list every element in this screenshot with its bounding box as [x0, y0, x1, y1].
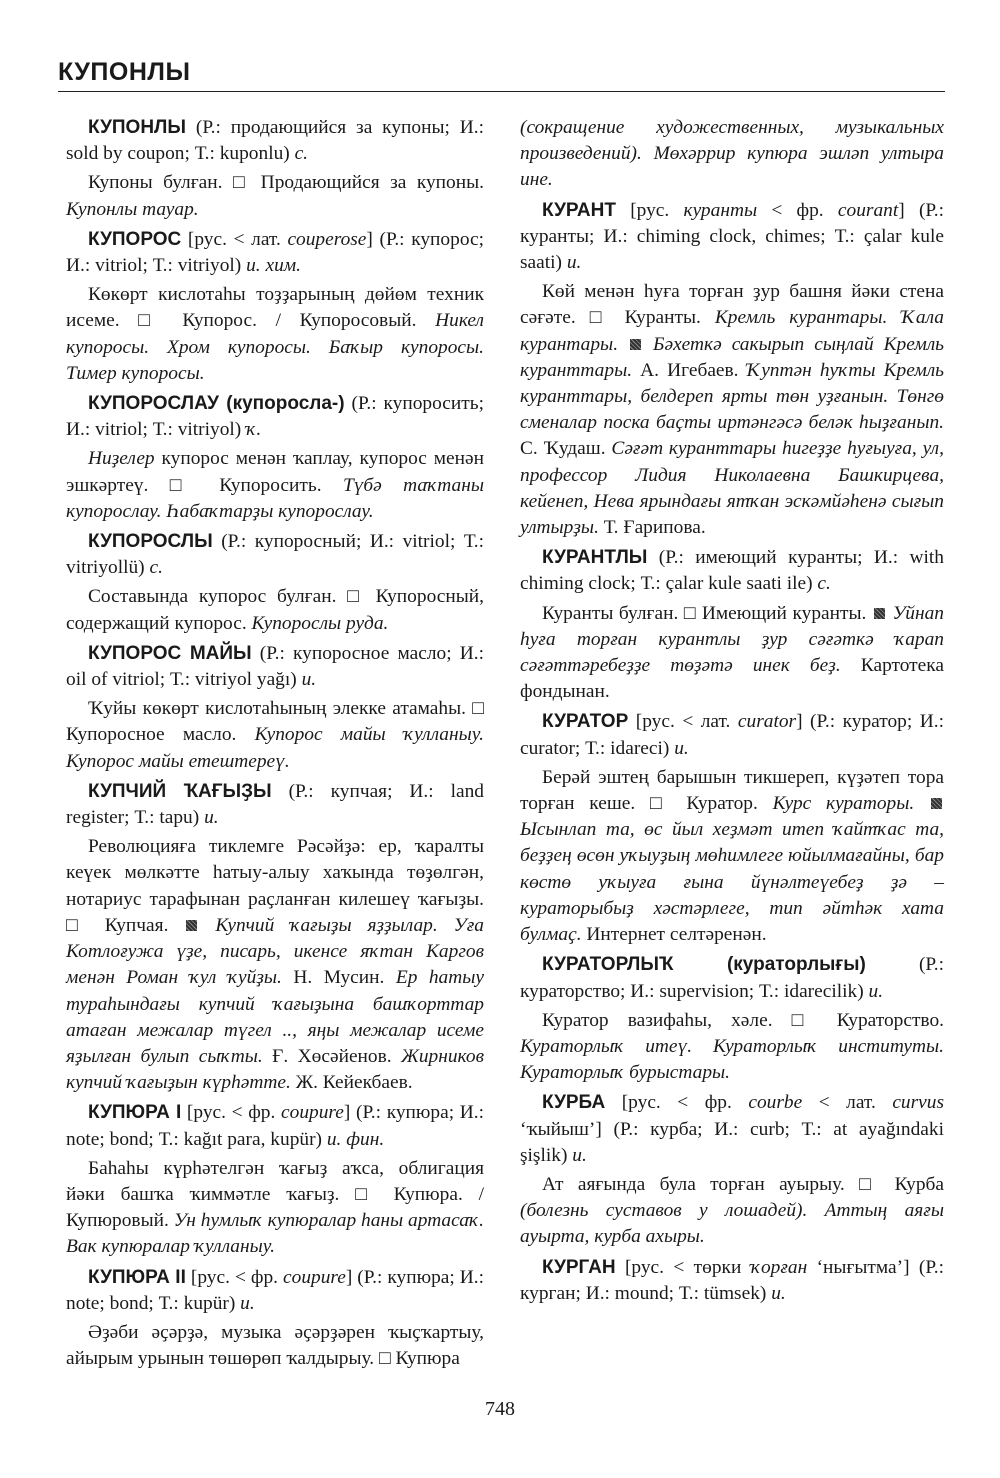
example: Жирников купчий ҡағыҙын күрһәтте.: [66, 1045, 484, 1094]
citation-marker-icon: [931, 798, 942, 809]
definition: ‘нығытма’] (Р.: курган; И.: mound; Т.: tümsek): [520, 1256, 944, 1304]
definition: [рус. < фр.: [185, 1266, 284, 1288]
headword: КУПОРОС: [88, 228, 182, 250]
entry-kurantly: [520, 545, 944, 597]
body-text: Составында купорос булған. □ Купоросный, содержащий купорос.: [66, 586, 484, 634]
example: Купонлы тауар.: [66, 198, 199, 220]
example: Курс кураторы.: [772, 793, 915, 815]
header-rule: [58, 91, 945, 92]
citation-source: Т. Ғарипова.: [598, 517, 706, 539]
body-text: купорос менән ҡаплау, купорос менән эшкәртеү. □ Купоросить.: [66, 448, 484, 496]
citation-source: Н. Мусин.: [281, 967, 396, 989]
part-of-speech: с.: [294, 143, 309, 165]
definition: [рус.: [615, 199, 684, 221]
etymon: curator: [737, 711, 797, 733]
entry-kupyura-1: [66, 1100, 484, 1152]
entry-body: [520, 1008, 944, 1087]
definition: (Р.: купчая; И.: land register; Т.: tapu): [66, 780, 484, 829]
etymon: courbe: [748, 1092, 803, 1114]
example: Бәхеткә сакырып сыңлай Кремль куранттары.: [520, 333, 944, 381]
example: Сәғәт куранттары һигеҙҙе һуғыуға, ул, профессор Лидия Николаевна Башкирцева, кейенеп, Нева ярындағы ятҡан эскәмйәһенә сығып ултырҙы.: [520, 438, 944, 539]
body-text: Көкөрт кислотаһы тоҙҙарының дөйөм техник исеме. □ Купорос. / Купоросовый.: [66, 284, 484, 332]
headword: КУПЮРА I: [88, 1102, 182, 1124]
example: (болезнь суставов у лошадей). Аттың аяғы ауырта, курба ахыры.: [520, 1200, 944, 1248]
definition: [рус. < лат.: [181, 228, 288, 250]
entry-kupyura-2: [66, 1265, 484, 1317]
definition: < фр.: [757, 199, 838, 221]
body-text: Куранты булған. □ Имеющий куранты.: [542, 602, 872, 624]
citation-marker-icon: [186, 920, 197, 931]
entry-body: [520, 279, 944, 541]
definition: [рус. < төрки: [615, 1256, 751, 1278]
etymon: couperose: [287, 228, 367, 250]
example: Ер һатыу тураһындағы купчий ҡағыҙына башҡорттар атаған межалар түгел .., яңы межалар исеме яҙылған булып сыҡты.: [66, 967, 484, 1067]
body-text: Берәй эштең барышын тикшереп, күҙәтеп тора торған кеше. □ Куратор.: [520, 766, 944, 815]
definition: (Р.: кураторство; И.: supervision; Т.: idarecilik): [520, 954, 944, 1002]
etymon: coupure: [281, 1102, 344, 1124]
entry-body: [520, 765, 944, 948]
citation-source: Ғ. Хөсәйенов.: [262, 1045, 402, 1067]
etymon: courant: [837, 199, 899, 221]
entry-body: [66, 170, 484, 222]
definition: ‘ҡыйыш’] (Р.: курба; И.: curb; Т.: at ayağındaki şişlik): [520, 1118, 944, 1166]
part-of-speech: и.: [204, 807, 219, 829]
part-of-speech: с.: [149, 557, 163, 579]
part-of-speech: и.: [301, 669, 317, 691]
entry-kuporos-mayy: [66, 641, 484, 693]
part-of-speech: и. хим.: [246, 255, 302, 277]
definition: (Р.: купоросить; И.: vitriol; Т.: vitriyol): [66, 393, 484, 441]
citation-source: Ж. Кейекбаев.: [290, 1072, 413, 1094]
citation-source: Интернет селтәренән.: [581, 924, 767, 946]
citation-source: Картотека фондынан.: [520, 655, 944, 703]
entry-body: [66, 1320, 484, 1372]
definition: [рус. < лат.: [628, 711, 738, 733]
etymon: куранты: [683, 199, 758, 221]
definition: (Р.: купоросный; И.: vitriol; Т.: vitriyollü): [66, 531, 484, 579]
example: Купорос майы ҡулланыу. Купорос майы етештереү.: [66, 724, 484, 772]
example: Ун һумлыҡ купюралар һаны артасаҡ. Вак купюралар ҡулланыу.: [66, 1210, 485, 1258]
example: Ысынлап та, өс йыл хеҙмәт итеп ҡайтҡас та, беҙҙең өсөн уҡыуҙың мөһимлеге юйылмағайны, бар көстө уҡыуға ғына йүнәлтеүебеҙ ҙә – кураторыбыҙ хәстәрлеге, тип әйтһәк хата булмаҫ.: [520, 819, 944, 946]
definition: [рус. < фр.: [605, 1092, 749, 1114]
part-of-speech: и.: [240, 1292, 255, 1314]
entry-kurgan: [520, 1255, 944, 1307]
entry-kuporosly: [66, 529, 484, 581]
headword: КУРАНТЛЫ: [542, 547, 648, 569]
body-text: Баһаһы күрһәтелгән ҡағыҙ аҡса, облигация йәки башҡа ҡиммәтле ҡағыҙ. □ Купюра. / Купюровый.: [66, 1157, 484, 1232]
entry-kupchiy: [66, 779, 484, 831]
headword: КУРАТОРЛЫҠ (кураторлығы): [542, 954, 866, 976]
headword: КУРГАН: [542, 1256, 616, 1278]
running-head: КУПОНЛЫ: [58, 58, 191, 86]
example: Кремль курантары. Ҡала курантары.: [520, 307, 945, 355]
entry-body: [66, 696, 484, 775]
body-text: Куратор вазифаһы, хәле. □ Кураторство.: [542, 1009, 944, 1031]
part-of-speech: и.: [566, 252, 582, 274]
entry-kurba: [520, 1090, 944, 1169]
entry-body: [520, 1172, 944, 1251]
definition: ] (Р.: куранты; И.: chiming clock, chimes; Т.: çalar kule saati): [520, 199, 944, 274]
citation-marker-icon: [874, 608, 885, 619]
part-of-speech: и.: [771, 1282, 786, 1304]
entry-body: [66, 282, 484, 387]
example: Уйнап һуға торған курантлы ҙур сәғәткә ҡарап сәғәттәребеҙҙе төҙәтә инек беҙ.: [520, 602, 944, 677]
example: Купчий ҡағыҙы яҙҙылар. Уға Котлоғужа үҙе, писарь, икенсе яҡтан Каргов менән Роман ҡул ҡуйҙы.: [66, 914, 484, 989]
part-of-speech: и.: [674, 737, 689, 759]
left-column: [66, 115, 484, 1372]
example: Ҡуптән һуҡты Кремль куранттары, белдереп ярты төн уҙғанын. Төнгө сменалар поска баҫты иртәнгәсә беләк һыҙғанып.: [520, 359, 944, 434]
example: Кураторлыҡ итеү. Кураторлыҡ институты. Кураторлыҡ бурыстары.: [520, 1035, 944, 1084]
headword: КУПОНЛЫ: [88, 117, 186, 138]
example: (сокращение художественных, музыкальных произведений). Мөхәррир купюра эшләп ултыра ине.: [520, 117, 944, 191]
part-of-speech: и. фин.: [326, 1128, 385, 1150]
body-text: Революцияға тиклемге Рәсәйҙә: ер, ҡаралты кеүек мөлкәтте һатыу-алыу хаҡында төҙөлгән, нотариус тарафынан раҫланған килешеү ҡағыҙы. □ Купчая.: [66, 836, 484, 936]
entry-kuporos: [66, 227, 484, 279]
entry-body: [66, 834, 484, 1096]
entry-kurator: [520, 709, 944, 761]
entry-kurant: [520, 198, 944, 277]
example: Никел купоросы. Хром купоросы. Баҡыр купоросы. Тимер купоросы.: [66, 310, 484, 384]
definition: ] (Р.: купюра; И.: note; bond; Т.: kupür): [66, 1266, 485, 1314]
entry-kuporoslau: [66, 391, 484, 443]
body-text: Ат аяғында була торған ауырыу. □ Курба: [542, 1173, 944, 1195]
etymon: curvus: [892, 1092, 945, 1114]
etymon: ҡорған: [750, 1256, 808, 1278]
definition: < лат.: [802, 1092, 893, 1114]
right-column: [520, 115, 944, 1307]
headword: КУРАНТ: [542, 199, 616, 221]
headword: КУПОРОСЛЫ: [88, 531, 213, 553]
body-text: Көй менән һуға торған ҙур башня йәки стена сәғәте. □ Куранты.: [520, 281, 944, 329]
part-of-speech: и.: [868, 980, 884, 1002]
definition: ] (Р.: куратор; И.: curator; Т.: idareci): [520, 711, 944, 759]
headword: КУПЮРА II: [88, 1266, 186, 1288]
headword: КУПОРОСЛАУ (купоросла-): [88, 393, 345, 415]
part-of-speech: и.: [572, 1144, 587, 1166]
citation-source: А. Игебаев.: [632, 359, 747, 381]
page-number: 748: [485, 1398, 515, 1420]
headword: КУРБА: [542, 1092, 606, 1114]
definition: ] (Р.: купорос; И.: vitriol; Т.: vitriyol): [66, 228, 484, 277]
example: Купорослы руда.: [251, 612, 389, 634]
entry-body: [66, 446, 484, 525]
part-of-speech: с.: [817, 573, 831, 595]
citation-source: С. Ҡудаш.: [520, 438, 612, 460]
definition: (Р.: имеющий куранты; И.: with chiming clock; Т.: çalar kule saati ile): [520, 547, 944, 595]
etymon: coupure: [283, 1266, 346, 1288]
definition: ] (Р.: купюра; И.: note; bond; Т.: kağıt para, kupür): [66, 1102, 485, 1150]
entry-kuponly: [66, 115, 484, 167]
definition: (Р.: продающийся за купоны; И.: sold by coupon; Т.: kuponlu): [66, 117, 484, 165]
definition: (Р.: купоросное масло; И.: oil of vitriol; Т.: vitriyol yağı): [66, 642, 484, 691]
entry-body: [66, 1156, 484, 1261]
body-text: Әҙәби әҫәрҙә, музыка әҫәрҙәрен ҡыҫҡартыу, айырым урынын төшөрөп ҡалдырыу. □ Купюра: [66, 1321, 484, 1370]
headword: КУПОРОС МАЙЫ: [88, 642, 252, 664]
citation-marker-icon: [630, 339, 641, 350]
example: Түбә таҡтаны купорослау. Һабаҡтарҙы купорослау.: [66, 474, 484, 522]
headword: КУРАТОР: [542, 711, 629, 733]
entry-body-continued: [520, 115, 944, 194]
headword: КУПЧИЙ ҠАҒЫҘЫ: [88, 780, 272, 802]
example: Ниҙелер: [88, 448, 155, 470]
definition: [рус. < фр.: [181, 1102, 282, 1124]
entry-kuratorlyk: [520, 952, 944, 1004]
body-text: Купоны булған. □ Продающийся за купоны.: [88, 172, 484, 194]
body-text: Ҡуйы көкөрт кислотаһының элекке атамаһы. □ Купоросное масло.: [66, 698, 484, 746]
entry-body: [66, 584, 484, 636]
entry-body: [520, 601, 944, 706]
part-of-speech: ҡ.: [246, 419, 262, 441]
